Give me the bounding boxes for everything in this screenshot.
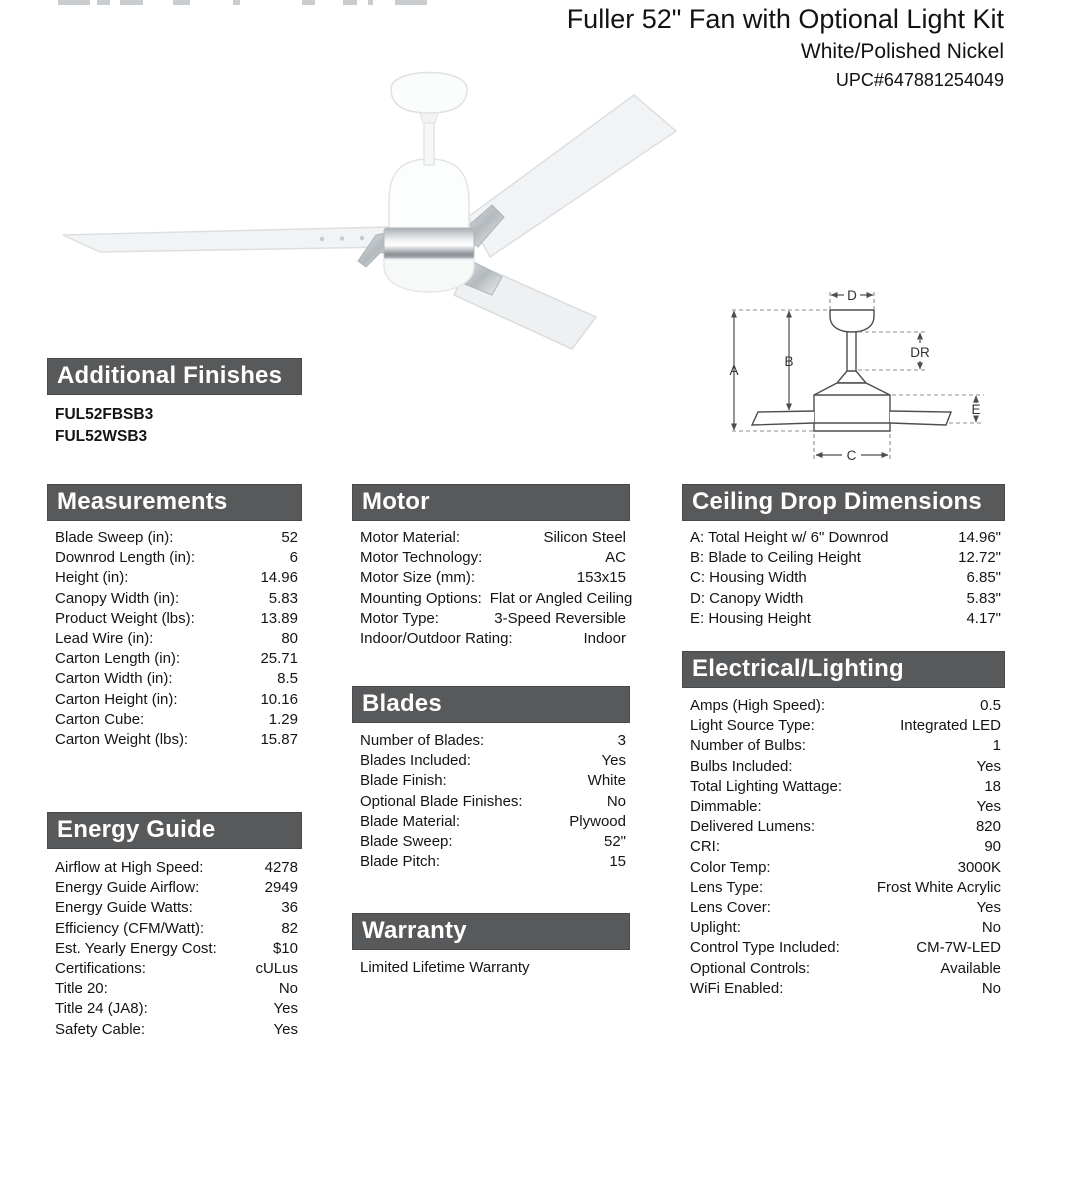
spec-value: 18	[984, 777, 1001, 795]
spec-row	[352, 852, 630, 872]
finish-code: FUL52FBSB3	[55, 406, 154, 423]
spec-label: WiFi Enabled:	[690, 979, 784, 997]
spec-row	[352, 568, 630, 588]
spec-label: Motor Type:	[360, 609, 439, 627]
spec-row	[47, 898, 302, 918]
spec-value: 3000K	[957, 858, 1001, 876]
motor-section	[352, 484, 633, 649]
diagram-label-e: E	[971, 402, 981, 417]
spec-row	[682, 716, 1005, 736]
spec-value: AC	[605, 549, 626, 567]
spec-row	[682, 878, 1005, 898]
spec-label: Number of Blades:	[360, 732, 485, 749]
spec-label: Uplight:	[690, 919, 741, 937]
spec-value: No	[981, 979, 1001, 997]
spec-label: Blade Pitch:	[360, 853, 441, 871]
spec-row	[682, 736, 1005, 756]
spec-label: Amps (High Speed):	[690, 697, 826, 714]
spec-value: 15	[609, 853, 626, 871]
ceiling-fan-illustration	[40, 55, 700, 360]
spec-value: Available	[940, 959, 1001, 977]
spec-value: Yes	[273, 1000, 298, 1018]
dimension-diagram	[720, 278, 1080, 470]
spec-label: Carton Height (in):	[55, 690, 178, 708]
spec-value: 10.16	[260, 690, 298, 708]
spec-value: No	[981, 919, 1001, 937]
spec-value: 1.29	[268, 710, 298, 728]
spec-value: Indoor	[583, 630, 626, 648]
diagram-label-d: D	[847, 288, 857, 303]
spec-row	[682, 858, 1005, 878]
energy-guide-header: Energy Guide	[47, 812, 302, 849]
spec-label: Blades Included:	[360, 752, 471, 770]
spec-label: Energy Guide Airflow:	[55, 879, 200, 897]
spec-row	[47, 1020, 302, 1040]
spec-label: Motor Size (mm):	[360, 569, 476, 587]
spec-row	[47, 999, 302, 1019]
measurements-rows	[47, 528, 302, 750]
spec-row	[682, 548, 1005, 568]
spec-row	[352, 751, 630, 771]
electrical-rows	[682, 696, 1005, 999]
spec-label: Optional Blade Finishes:	[360, 792, 523, 810]
spec-value: 5.83"	[966, 589, 1001, 607]
spec-label: Bulbs Included:	[690, 757, 793, 775]
spec-label: Carton Cube:	[55, 710, 145, 728]
spec-row	[47, 919, 302, 939]
spec-label: Lens Cover:	[690, 899, 771, 917]
additional-finishes-section	[47, 358, 302, 448]
spec-label: Color Temp:	[690, 858, 771, 876]
warranty-section	[352, 913, 630, 978]
diagram-label-dr: DR	[910, 345, 930, 360]
spec-value: 1	[992, 737, 1001, 755]
spec-value: Frost White Acrylic	[876, 878, 1001, 896]
spec-row	[682, 568, 1005, 588]
spec-row	[352, 548, 630, 568]
spec-label: Lens Type:	[690, 878, 764, 896]
spec-row	[352, 832, 630, 852]
spec-row	[47, 858, 302, 878]
spec-value: Flat or Angled Ceiling	[489, 589, 633, 607]
spec-value: 5.83	[268, 589, 298, 607]
spec-value: 3	[617, 732, 626, 749]
spec-label: Optional Controls:	[690, 959, 811, 977]
spec-label: Indoor/Outdoor Rating:	[360, 630, 513, 648]
spec-row	[352, 771, 630, 791]
spec-row	[352, 528, 630, 548]
spec-value: 820	[975, 818, 1001, 836]
electrical-section	[682, 651, 1005, 999]
spec-row	[352, 792, 630, 812]
spec-label: Blade Material:	[360, 812, 461, 830]
fan-product-image	[40, 55, 700, 360]
spec-row	[682, 696, 1005, 716]
spec-label: Energy Guide Watts:	[55, 899, 193, 917]
spec-row	[47, 528, 302, 548]
spec-label: Delivered Lumens:	[690, 818, 816, 836]
spec-label: Carton Width (in):	[55, 670, 173, 688]
spec-label: Downrod Length (in):	[55, 549, 196, 567]
spec-label: Carton Length (in):	[55, 650, 181, 668]
spec-value: 15.87	[260, 731, 298, 749]
spec-row	[47, 878, 302, 898]
spec-value: 90	[984, 838, 1001, 856]
spec-row	[682, 589, 1005, 609]
spec-label: B: Blade to Ceiling Height	[690, 549, 861, 567]
spec-label: Airflow at High Speed:	[55, 859, 204, 876]
spec-row	[682, 528, 1005, 548]
spec-label: Light Source Type:	[690, 717, 815, 735]
measurements-header: Measurements	[47, 484, 302, 521]
spec-row	[682, 817, 1005, 837]
spec-value: 25.71	[260, 650, 298, 668]
spec-label: Title 20:	[55, 980, 108, 998]
spec-row	[47, 649, 302, 669]
spec-value: cULus	[255, 960, 298, 978]
product-finish: White/Polished Nickel	[800, 40, 1004, 63]
warranty-text: Limited Lifetime Warranty	[360, 959, 530, 976]
spec-value: Integrated LED	[900, 717, 1001, 735]
spec-row	[682, 979, 1005, 999]
diagram-label-a: A	[729, 363, 739, 378]
spec-value: 4.17"	[966, 609, 1001, 627]
spec-value: 82	[281, 919, 298, 937]
spec-label: Lead Wire (in):	[55, 630, 154, 648]
spec-row	[47, 710, 302, 730]
finish-code-list	[47, 404, 302, 448]
measurements-section	[47, 484, 302, 750]
spec-value: 14.96"	[958, 529, 1001, 546]
spec-value: 2949	[264, 879, 298, 897]
spec-value: Yes	[976, 798, 1001, 816]
spec-value: Plywood	[569, 812, 626, 830]
spec-label: Est. Yearly Energy Cost:	[55, 939, 217, 957]
spec-value: 0.5	[980, 697, 1001, 714]
spec-label: CRI:	[690, 838, 720, 856]
spec-row	[352, 609, 630, 629]
spec-label: Carton Weight (lbs):	[55, 731, 189, 749]
spec-label: Safety Cable:	[55, 1020, 146, 1038]
spec-value: 36	[281, 899, 298, 917]
motor-rows	[352, 528, 633, 649]
spec-value: Yes	[601, 752, 626, 770]
energy-guide-section	[47, 812, 302, 1040]
spec-label: Motor Technology:	[360, 549, 483, 567]
spec-label: A: Total Height w/ 6" Downrod	[690, 529, 889, 546]
spec-label: D: Canopy Width	[690, 589, 804, 607]
spec-label: Motor Material:	[360, 529, 461, 546]
spec-row	[47, 568, 302, 588]
spec-row	[47, 730, 302, 750]
spec-value: 4278	[264, 859, 298, 876]
spec-label: Total Lighting Wattage:	[690, 777, 843, 795]
spec-label: Blade Sweep:	[360, 833, 453, 851]
spec-value: 153x15	[576, 569, 626, 587]
spec-row	[47, 690, 302, 710]
spec-value: No	[606, 792, 626, 810]
spec-row	[47, 979, 302, 999]
spec-value: Silicon Steel	[543, 529, 626, 546]
spec-label: Dimmable:	[690, 798, 762, 816]
spec-row	[682, 609, 1005, 629]
blades-section	[352, 686, 630, 872]
spec-row	[352, 589, 633, 609]
spec-value: 6	[289, 549, 298, 567]
ceiling-drop-section	[682, 484, 1005, 629]
spec-value: 13.89	[260, 609, 298, 627]
warranty-header: Warranty	[352, 913, 630, 950]
spec-row	[682, 837, 1005, 857]
diagram-label-b: B	[784, 354, 794, 369]
energy-guide-rows	[47, 858, 302, 1040]
spec-label: E: Housing Height	[690, 609, 811, 627]
finish-code: FUL52WSB3	[55, 428, 148, 445]
product-title: Fuller 52" Fan with Optional Light Kit	[566, 4, 1004, 34]
electrical-header: Electrical/Lighting	[682, 651, 1005, 688]
spec-row	[682, 938, 1005, 958]
spec-label: Title 24 (JA8):	[55, 1000, 148, 1018]
spec-value: 80	[281, 630, 298, 648]
spec-row	[682, 918, 1005, 938]
spec-label: Blade Sweep (in):	[55, 529, 174, 546]
spec-row	[47, 609, 302, 629]
spec-label: Control Type Included:	[690, 939, 840, 957]
spec-row	[47, 939, 302, 959]
motor-header: Motor	[352, 484, 630, 521]
additional-finishes-header: Additional Finishes	[47, 358, 302, 395]
spec-row	[682, 898, 1005, 918]
spec-value: 14.96	[260, 569, 298, 587]
spec-value: Yes	[976, 757, 1001, 775]
spec-label: Efficiency (CFM/Watt):	[55, 919, 205, 937]
spec-label: Number of Bulbs:	[690, 737, 806, 755]
spec-value: Yes	[273, 1020, 298, 1038]
spec-value: Yes	[976, 899, 1001, 917]
spec-row	[47, 548, 302, 568]
spec-row	[352, 731, 630, 751]
spec-row	[682, 777, 1005, 797]
spec-value: $10	[272, 939, 298, 957]
spec-row	[47, 959, 302, 979]
spec-row	[47, 669, 302, 689]
ceiling-drop-header: Ceiling Drop Dimensions	[682, 484, 1005, 521]
spec-value: 3-Speed Reversible	[494, 609, 626, 627]
spec-label: Mounting Options:	[360, 589, 482, 607]
spec-row	[47, 629, 302, 649]
blades-rows	[352, 731, 630, 872]
spec-label: C: Housing Width	[690, 569, 807, 587]
spec-row	[352, 629, 630, 649]
spec-value: White	[587, 772, 626, 790]
spec-value: No	[278, 980, 298, 998]
dimension-diagram-svg	[720, 278, 1080, 470]
spec-row	[682, 797, 1005, 817]
product-upc: UPC#647881254049	[835, 70, 1004, 90]
spec-value: CM-7W-LED	[916, 939, 1001, 957]
spec-value: 52	[281, 529, 298, 546]
diagram-label-c: C	[846, 448, 857, 463]
spec-label: Blade Finish:	[360, 772, 447, 790]
spec-label: Certifications:	[55, 960, 146, 978]
blades-header: Blades	[352, 686, 630, 723]
spec-value: 12.72"	[958, 549, 1001, 567]
spec-row	[682, 757, 1005, 777]
spec-label: Height (in):	[55, 569, 129, 587]
ceiling-drop-rows	[682, 528, 1005, 629]
spec-label: Canopy Width (in):	[55, 589, 180, 607]
spec-value: 52"	[603, 833, 626, 851]
spec-label: Product Weight (lbs):	[55, 609, 195, 627]
spec-row	[682, 959, 1005, 979]
spec-row	[47, 589, 302, 609]
spec-row	[352, 812, 630, 832]
spec-value: 8.5	[277, 670, 298, 688]
spec-value: 6.85"	[966, 569, 1001, 587]
